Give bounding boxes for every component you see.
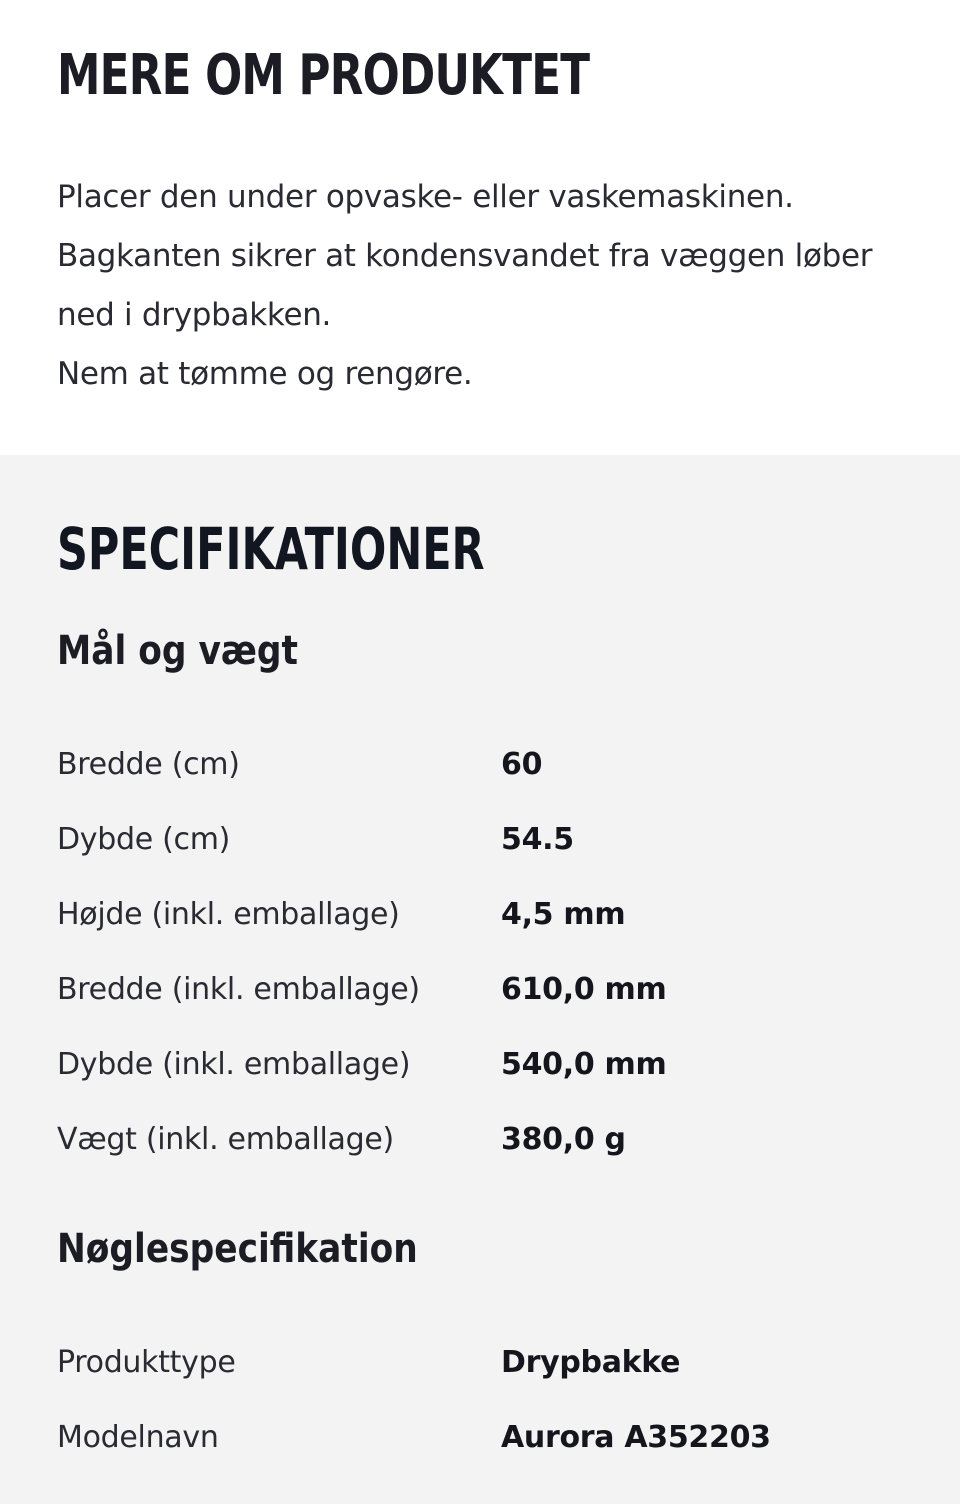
- spec-label: Dybde (inkl. emballage): [57, 1047, 411, 1082]
- spec-row: [57, 952, 903, 1027]
- spec-row: [57, 1400, 903, 1475]
- spec-label: Højde (inkl. emballage): [57, 897, 400, 932]
- spec-row: [57, 1102, 903, 1177]
- spec-value: 54.5: [501, 822, 574, 857]
- description-line: Nem at tømme og rengøre.: [57, 356, 473, 392]
- specifications-heading: SPECIFIKATIONER: [57, 515, 485, 583]
- description-line: Placer den under opvaske- eller vaskemaskinen.: [57, 179, 794, 215]
- spec-label: Modelnavn: [57, 1420, 219, 1455]
- spec-group-title-dimensions: Mål og vægt: [57, 628, 298, 674]
- spec-value: 60: [501, 747, 543, 782]
- spec-label: Dybde (cm): [57, 822, 231, 857]
- spec-value: 4,5 mm: [501, 897, 626, 932]
- spec-value: Drypbakke: [501, 1345, 681, 1380]
- spec-group-title-key-specs: Nøglespecifikation: [57, 1226, 418, 1272]
- spec-label: Produkttype: [57, 1345, 236, 1380]
- spec-label: Bredde (inkl. emballage): [57, 972, 420, 1007]
- description-line: Bagkanten sikrer at kondensvandet fra væggen løber: [57, 238, 873, 274]
- specifications-section: [0, 455, 960, 1504]
- spec-table-dimensions: [57, 727, 903, 1177]
- spec-row: [57, 1027, 903, 1102]
- product-description-section: [0, 0, 960, 455]
- product-description-heading: MERE OM PRODUKTET: [57, 43, 590, 108]
- spec-row: [57, 727, 903, 802]
- spec-row: [57, 877, 903, 952]
- spec-value: 540,0 mm: [501, 1047, 667, 1082]
- spec-row: [57, 802, 903, 877]
- spec-value: 380,0 g: [501, 1122, 626, 1157]
- spec-value: Aurora A352203: [501, 1420, 771, 1455]
- spec-row: [57, 1325, 903, 1400]
- spec-value: 610,0 mm: [501, 972, 667, 1007]
- spec-label: Vægt (inkl. emballage): [57, 1122, 394, 1157]
- spec-table-key-specs: [57, 1325, 903, 1475]
- product-description-text: [57, 168, 903, 404]
- spec-label: Bredde (cm): [57, 747, 240, 782]
- description-line: ned i drypbakken.: [57, 297, 332, 333]
